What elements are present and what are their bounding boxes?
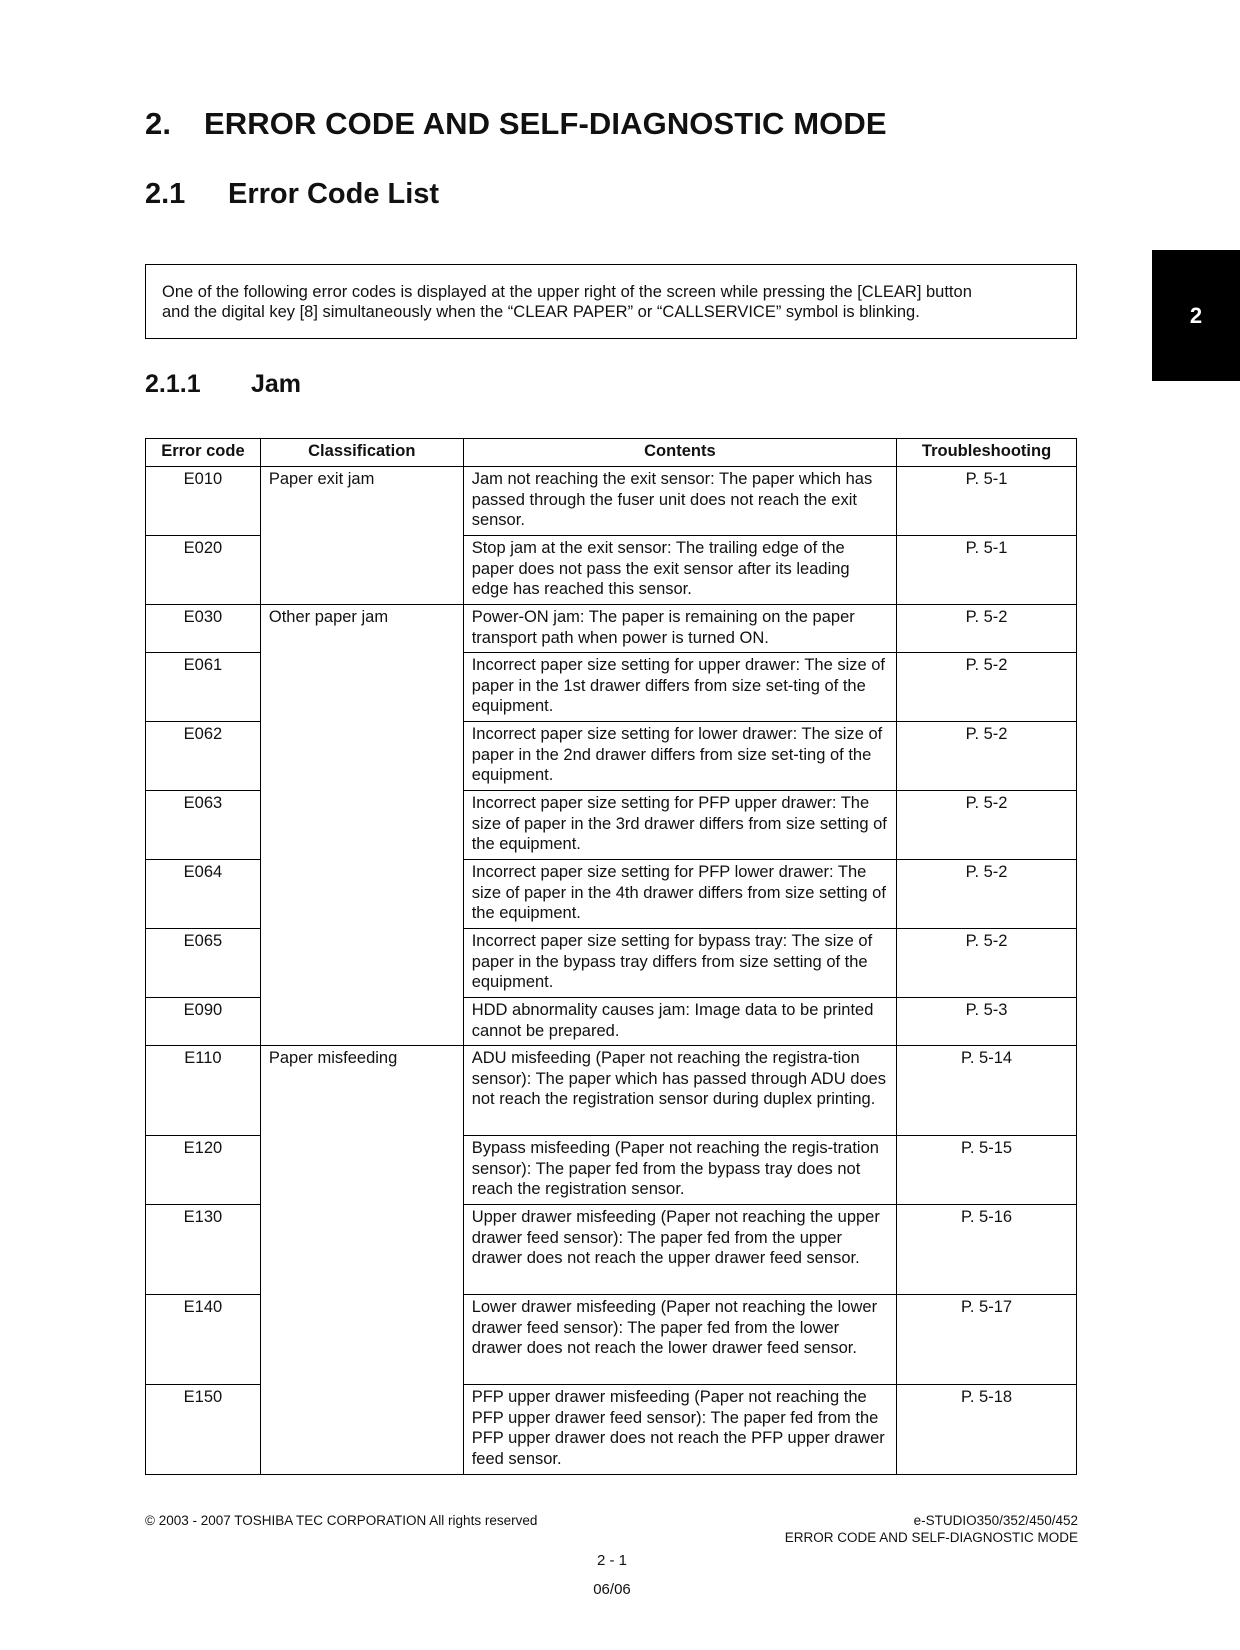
error-code: E061 xyxy=(146,653,261,722)
contents: Incorrect paper size setting for upper drawer: The size of paper in the 1st drawer differs from size set-ting of the equipment. xyxy=(463,653,896,722)
contents: Incorrect paper size setting for PFP upper drawer: The size of paper in the 3rd drawer differs from size setting of the equipment. xyxy=(463,791,896,860)
troubleshooting-ref: P. 5-2 xyxy=(897,791,1077,860)
page-number: 2 - 1 xyxy=(596,1552,627,1569)
troubleshooting-ref: P. 5-17 xyxy=(897,1295,1077,1385)
chapter-title: ERROR CODE AND SELF-DIAGNOSTIC MODE xyxy=(204,106,887,141)
footer-model: e-STUDIO350/352/450/452 xyxy=(913,1513,1078,1528)
header-troubleshooting: Troubleshooting xyxy=(897,439,1077,467)
error-code-table xyxy=(145,438,1077,1475)
note-line-2: and the digital key [8] simultaneously when the “CLEAR PAPER” or “CALLSERVICE” symbol is blinking. xyxy=(162,303,920,321)
table-header-row xyxy=(146,439,1077,467)
chapter-heading xyxy=(145,106,887,142)
contents: Power-ON jam: The paper is remaining on the paper transport path when power is turned ON. xyxy=(463,605,896,653)
note-box xyxy=(145,264,1077,339)
classification: Paper misfeeding xyxy=(260,1046,463,1475)
contents: PFP upper drawer misfeeding (Paper not reaching the PFP upper drawer feed sensor): The paper fed from the PFP upper drawer does not reach the PFP upper drawer feed sensor. xyxy=(463,1385,896,1475)
table-row xyxy=(146,1046,1077,1136)
section-title: Error Code List xyxy=(228,178,440,210)
header-contents: Contents xyxy=(463,439,896,467)
subsection-title: Jam xyxy=(251,370,302,398)
header-classification: Classification xyxy=(260,439,463,467)
contents: Jam not reaching the exit sensor: The paper which has passed through the fuser unit does not reach the exit sensor. xyxy=(463,467,896,536)
footer-model-block xyxy=(785,1512,1078,1546)
error-code: E150 xyxy=(146,1385,261,1475)
troubleshooting-ref: P. 5-2 xyxy=(897,605,1077,653)
subsection-heading xyxy=(145,370,301,399)
contents: Upper drawer misfeeding (Paper not reaching the upper drawer feed sensor): The paper fed from the upper drawer does not reach the upper drawer feed sensor. xyxy=(463,1205,896,1295)
troubleshooting-ref: P. 5-1 xyxy=(897,467,1077,536)
error-code: E110 xyxy=(146,1046,261,1136)
contents: Incorrect paper size setting for PFP lower drawer: The size of paper in the 4th drawer differs from size setting of the equipment. xyxy=(463,860,896,929)
contents: Incorrect paper size setting for bypass tray: The size of paper in the bypass tray differs from size setting of the equipment. xyxy=(463,929,896,998)
troubleshooting-ref: P. 5-2 xyxy=(897,722,1077,791)
subsection-number: 2.1.1 xyxy=(145,370,201,398)
chapter-number: 2. xyxy=(145,106,172,141)
troubleshooting-ref: P. 5-15 xyxy=(897,1136,1077,1205)
troubleshooting-ref: P. 5-2 xyxy=(897,929,1077,998)
note-line-1: One of the following error codes is displayed at the upper right of the screen while pressing the [CLEAR] button xyxy=(162,283,972,301)
footer-copyright: © 2003 - 2007 TOSHIBA TEC CORPORATION All rights reserved xyxy=(145,1513,538,1528)
error-code: E120 xyxy=(146,1136,261,1205)
table-row xyxy=(146,605,1077,653)
troubleshooting-ref: P. 5-3 xyxy=(897,998,1077,1046)
contents: Incorrect paper size setting for lower drawer: The size of paper in the 2nd drawer differs from size set-ting of the equipment. xyxy=(463,722,896,791)
error-code: E010 xyxy=(146,467,261,536)
classification: Paper exit jam xyxy=(260,467,463,605)
error-code: E063 xyxy=(146,791,261,860)
classification: Other paper jam xyxy=(260,605,463,1046)
header-error-code: Error code xyxy=(146,439,261,467)
error-code: E065 xyxy=(146,929,261,998)
section-number: 2.1 xyxy=(145,178,186,210)
error-code: E062 xyxy=(146,722,261,791)
contents: Stop jam at the exit sensor: The trailing edge of the paper does not pass the exit sensor after its leading edge has reached this sensor. xyxy=(463,536,896,605)
error-code: E090 xyxy=(146,998,261,1046)
error-code: E064 xyxy=(146,860,261,929)
contents: Bypass misfeeding (Paper not reaching the regis-tration sensor): The paper fed from the bypass tray does not reach the registration sensor. xyxy=(463,1136,896,1205)
table-row xyxy=(146,467,1077,536)
troubleshooting-ref: P. 5-18 xyxy=(897,1385,1077,1475)
contents: ADU misfeeding (Paper not reaching the registra-tion sensor): The paper which has passed through ADU does not reach the registration sensor during duplex printing. xyxy=(463,1046,896,1136)
troubleshooting-ref: P. 5-2 xyxy=(897,860,1077,929)
troubleshooting-ref: P. 5-2 xyxy=(897,653,1077,722)
chapter-side-tab: 2 xyxy=(1152,250,1240,381)
contents: Lower drawer misfeeding (Paper not reaching the lower drawer feed sensor): The paper fed from the lower drawer does not reach the lower drawer feed sensor. xyxy=(463,1295,896,1385)
contents: HDD abnormality causes jam: Image data to be printed cannot be prepared. xyxy=(463,998,896,1046)
revision-date: 06/06 xyxy=(593,1581,631,1598)
troubleshooting-ref: P. 5-16 xyxy=(897,1205,1077,1295)
error-code: E030 xyxy=(146,605,261,653)
error-code: E140 xyxy=(146,1295,261,1385)
troubleshooting-ref: P. 5-14 xyxy=(897,1046,1077,1136)
troubleshooting-ref: P. 5-1 xyxy=(897,536,1077,605)
section-heading xyxy=(145,178,439,211)
error-code: E020 xyxy=(146,536,261,605)
error-code: E130 xyxy=(146,1205,261,1295)
footer-chapter: ERROR CODE AND SELF-DIAGNOSTIC MODE xyxy=(784,1530,1078,1545)
